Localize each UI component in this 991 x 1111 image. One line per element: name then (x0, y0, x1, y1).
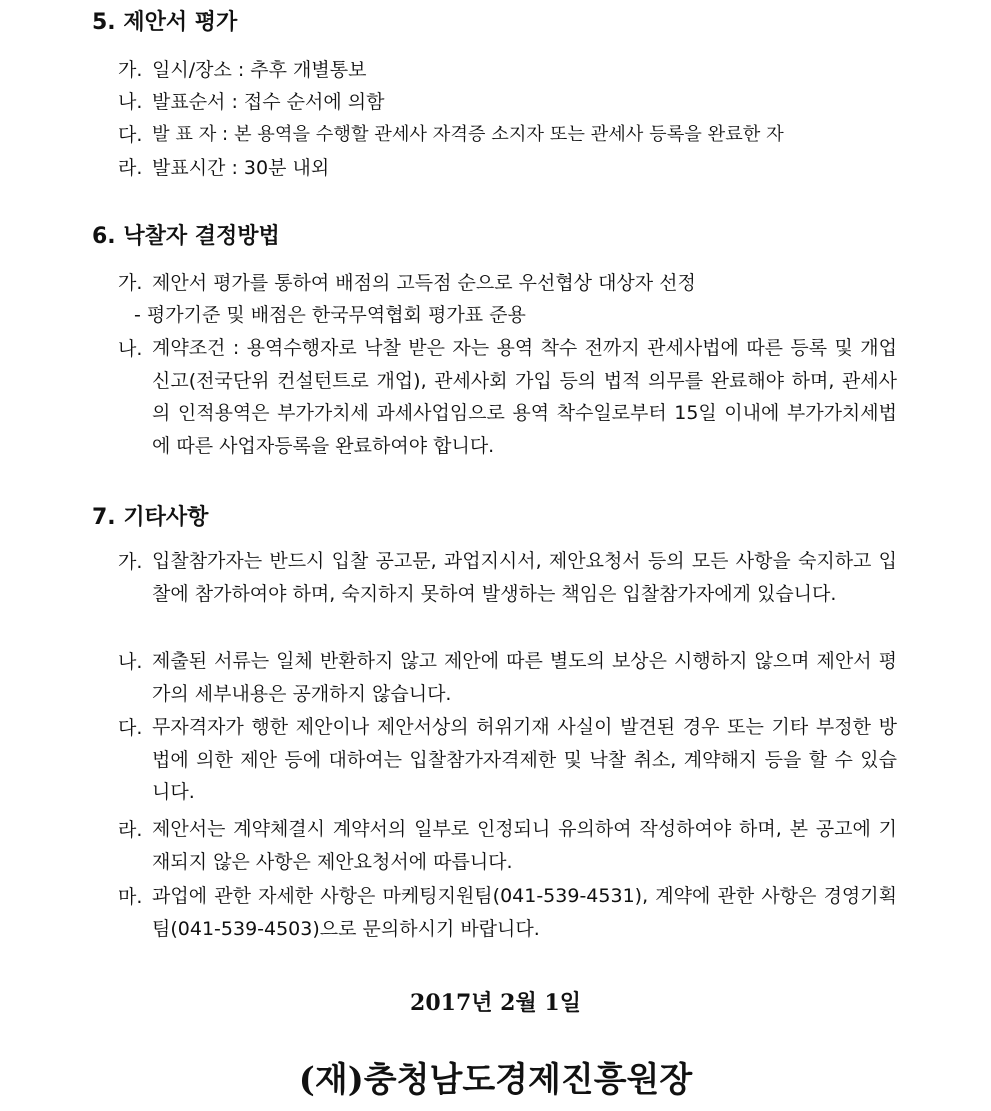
section-6-sub-item: - 평가기준 및 배점은 한국무역협회 평가표 준용 (134, 304, 526, 326)
section-7-item-2-text: 제출된 서류는 일체 반환하지 않고 제안에 따른 별도의 보상은 시행하지 않으며 제안서 평가의 세부내용은 공개하지 않습니다. (152, 650, 897, 705)
section-6-item-2-body: 계약조건 : 용역수행자로 낙찰 받은 자는 용역 착수 전까지 관세사법에 따른 등록 및 개업신고(전국단위 컨설턴트로 개업), 관세사회 가입 등의 법적 의무를 완료해야 하며, 관세사의 인적용역은 부가가치세 과세사업임으로 용역 착수일로부터 15일 이내에 부가가치세법에 따른 사업자등록을 완료하여야 합니다. (152, 337, 897, 457)
section-7-item-5-marker: 마. (118, 886, 143, 908)
section-5-item-2-marker: 나. (118, 91, 143, 113)
issuing-organization: (재)충청남도경제진흥원장 (298, 1060, 693, 1100)
section-6-title: 6. 낙찰자 결정방법 (92, 224, 280, 249)
section-7-item-3-text: 무자격자가 행한 제안이나 제안서상의 허위기재 사실이 발견된 경우 또는 기타 부정한 방법에 의한 제안 등에 대하여는 입찰참가자격제한 및 낙찰 취소, 계약해지 등을 할 수 있습니다. (152, 716, 897, 804)
section-5-item-1-marker: 가. (118, 59, 143, 81)
section-5-item-3-text: 발 표 자 : 본 용역을 수행할 관세사 자격증 소지자 또는 관세사 등록을 완료한 자 (152, 124, 784, 145)
section-6-item-1-marker: 가. (118, 272, 143, 294)
section-7-title: 7. 기타사항 (92, 505, 209, 530)
section-5-item-4-marker: 라. (118, 157, 143, 179)
section-7-item-4-text: 제안서는 계약체결시 계약서의 일부로 인정되니 유의하여 작성하여야 하며, 본 공고에 기재되지 않은 사항은 제안요청서에 따릅니다. (152, 818, 897, 873)
section-6-item-1-text: 제안서 평가를 통하여 배점의 고득점 순으로 우선협상 대상자 선정 (152, 272, 696, 294)
section-7-item-2-marker: 나. (118, 651, 143, 673)
section-7-item-4-marker: 라. (118, 819, 143, 841)
document-date: 2017년 2월 1일 (410, 990, 581, 1016)
section-6-item-2-text (152, 332, 897, 462)
section-5-item-1-text: 일시/장소 : 추후 개별통보 (152, 59, 367, 81)
section-7-item-1-marker: 가. (118, 551, 143, 573)
section-5-item-2-text: 발표순서 : 접수 순서에 의함 (152, 91, 385, 113)
section-7-item-5-text: 과업에 관한 자세한 사항은 마케팅지원팀(041-539-4531), 계약에 관한 사항은 경영기획팀(041-539-4503)으로 문의하시기 바랍니다. (152, 885, 897, 940)
section-5-item-3-marker: 다. (118, 124, 143, 146)
section-7-item-1-text: 입찰참가자는 반드시 입찰 공고문, 과업지시서, 제안요청서 등의 모든 사항을 숙지하고 입찰에 참가하여야 하며, 숙지하지 못하여 발생하는 책임은 입찰참가자에게 있습니다. (152, 550, 897, 605)
section-5-title: 5. 제안서 평가 (92, 10, 238, 35)
section-6-item-2-marker: 나. (118, 338, 143, 360)
section-5-item-4-text: 발표시간 : 30분 내외 (152, 157, 330, 179)
section-7-item-3-marker: 다. (118, 717, 143, 739)
